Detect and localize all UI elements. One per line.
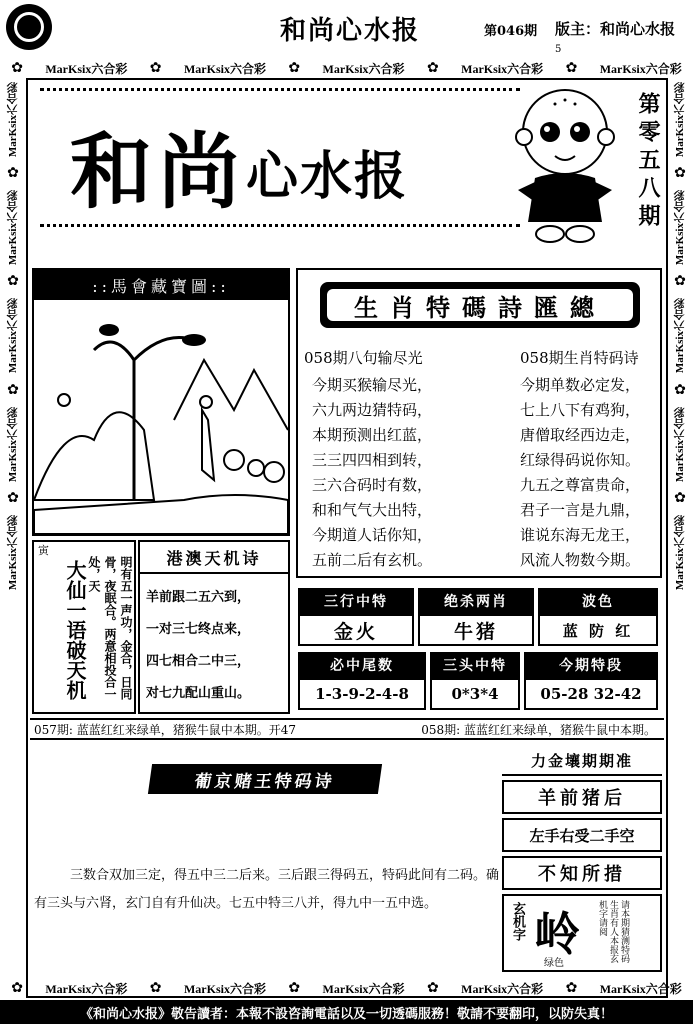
poem-title: 058期八句输尽光 [304, 349, 423, 367]
flower-icon: ✿ [674, 274, 686, 290]
flower-icon: ✿ [7, 490, 19, 506]
poem-line: 风流人物数今期。 [520, 551, 641, 569]
mini-poem-big: 大仙一语破天机 [63, 560, 87, 700]
picture-panel [32, 268, 290, 536]
flower-icon: ✿ [7, 382, 19, 398]
header-title: 和尚心水报 [280, 16, 421, 46]
stat-header: 必中尾数 [298, 652, 426, 678]
stats-grid [298, 588, 660, 710]
stat-value: 05-28 32-42 [524, 678, 658, 710]
flower-icon: ✿ [674, 382, 686, 398]
macau-poem-line: 对七九配山重山。 [146, 686, 251, 701]
ribbon-item: MarKsix六合彩 [674, 406, 686, 482]
xuanji-box [502, 894, 662, 972]
flower-icon: ✿ [11, 60, 23, 76]
ribbon-item: MarKsix六合彩 [322, 981, 405, 996]
macau-poem-title: 港澳天机诗 [140, 542, 288, 574]
ribbon-item: MarKsix六合彩 [7, 406, 19, 482]
stat-header: 三行中特 [298, 588, 414, 614]
poem-line: 三三四四相到转， [312, 451, 433, 469]
poem-right [520, 346, 690, 573]
tip-text: 三数合双加三定，得五中三二后来。三后跟三得码五，特码此间有二码。确有三头与六肾，玄门自有升仙决。七五中特三八并，得九中一五中选。 [34, 868, 500, 911]
flower-icon: ✿ [288, 60, 301, 76]
xuanji-char: 岭 [534, 907, 580, 961]
poem-line: 九五之尊富贵命， [520, 476, 641, 494]
masthead [30, 82, 664, 260]
right-block-3: 不知所措 [502, 856, 662, 890]
flower-icon: ✿ [7, 166, 19, 182]
flower-icon: ✿ [426, 980, 439, 996]
stat-value: 0*3*4 [430, 678, 520, 710]
ribbon-item: MarKsix六合彩 [45, 61, 128, 76]
ribbon-item: MarKsix六合彩 [674, 82, 686, 158]
ribbon-item: MarKsix六合彩 [183, 981, 266, 996]
xuanji-note: 请本期猜测特码生肖有人本报玄机字请阅 [597, 900, 629, 963]
right-block-top: 力金壤期期准 [502, 746, 662, 776]
results-line [30, 718, 664, 740]
stat-header: 三头中特 [430, 652, 520, 678]
ribbon-item: MarKsix六合彩 [599, 981, 682, 996]
macau-poem-line: 羊前跟二五六到， [146, 590, 251, 605]
poem-panel [296, 268, 662, 578]
ribbon-left [2, 82, 24, 997]
flower-icon: ✿ [7, 274, 19, 290]
poem-line: 本期预测出红蓝， [312, 426, 433, 444]
flower-icon: ✿ [565, 60, 578, 76]
flower-icon: ✿ [288, 980, 301, 996]
stat-value: 牛猪 [418, 614, 534, 646]
ribbon-item: MarKsix六合彩 [674, 298, 686, 374]
ribbon-item: MarKsix六合彩 [7, 514, 19, 590]
flower-icon: ✿ [674, 166, 686, 182]
vine-divider [40, 88, 520, 100]
top-header [0, 0, 693, 56]
ribbon-item: MarKsix六合彩 [322, 61, 405, 76]
macau-poem-panel [138, 540, 290, 714]
ribbon-item: MarKsix六合彩 [461, 981, 544, 996]
logo-icon [6, 4, 52, 50]
poem-line: 唐僧取经西边走， [520, 426, 641, 444]
ribbon-item: MarKsix六合彩 [7, 298, 19, 374]
flower-icon: ✿ [674, 490, 686, 506]
landscape-illustration [34, 300, 288, 534]
flower-icon: ✿ [149, 980, 162, 996]
ribbon-item: MarKsix六合彩 [183, 61, 266, 76]
result-prev: 057期: 蓝蓝红红来绿单，猪猴牛鼠中本期。开47 [34, 722, 297, 737]
xuanji-sub: 绿色 [544, 958, 564, 969]
masthead-title: 和尚心水报 [70, 124, 409, 220]
ribbon-top [0, 56, 693, 80]
mini-poem-tag: 寅 [38, 544, 49, 557]
picture-title: ::馬會藏寶圖:: [34, 270, 288, 300]
ribbon-item: MarKsix六合彩 [461, 61, 544, 76]
issue-vertical: 第零五八期 [635, 92, 661, 232]
stat-header: 今期特段 [524, 652, 658, 678]
stat-value: 蓝 防 红 [538, 614, 658, 646]
poem-line: 六九两边猜特码， [312, 401, 433, 419]
flower-icon: ✿ [11, 980, 23, 996]
flower-icon: ✿ [426, 60, 439, 76]
right-block-1: 羊前猪后 [502, 780, 662, 814]
poem-title: 058期生肖特码诗 [520, 349, 639, 367]
xuanji-label: 玄机字 [510, 902, 525, 941]
tip-banner: 葡京赌王特码诗 [148, 764, 382, 794]
ribbon-item: MarKsix六合彩 [599, 61, 682, 76]
stat-value: 金火 [298, 614, 414, 646]
result-current: 058期: 蓝蓝红红来绿单，猪猴牛鼠中本期。 [421, 722, 656, 737]
poem-line: 五前二后有玄机。 [312, 551, 433, 569]
poem-banner: 生肖特碼詩匯總 [320, 282, 640, 328]
poem-line: 今期道人话你知， [312, 526, 433, 544]
ribbon-item: MarKsix六合彩 [7, 82, 19, 158]
ribbon-item: MarKsix六合彩 [674, 514, 686, 590]
flower-icon: ✿ [149, 60, 162, 76]
right-block-2: 左手右受二手空 [502, 818, 662, 852]
ribbon-item: MarKsix六合彩 [7, 190, 19, 266]
header-issue: 第046期 [484, 24, 538, 39]
vine-divider [40, 224, 520, 236]
flower-icon: ✿ [565, 980, 578, 996]
stat-header: 波色 [538, 588, 658, 614]
monk-mascot-icon [510, 82, 620, 252]
ribbon-item: MarKsix六合彩 [674, 190, 686, 266]
mini-poem-panel [32, 540, 136, 714]
poem-line: 君子一言是九鼎， [520, 501, 641, 519]
poem-line: 今期买猴输尽光， [312, 376, 433, 394]
poem-line: 三六合码时有数， [312, 476, 433, 494]
header-hint: 5 [555, 44, 562, 55]
poem-line: 谁说东海无龙王， [520, 526, 641, 544]
stat-value: 1-3-9-2-4-8 [298, 678, 426, 710]
footer-notice: 《和尚心水报》敬告讀者：本報不設咨詢電話以及一切透碼服務！敬請不要翻印，以防失真！ [0, 1000, 693, 1024]
ribbon-item: MarKsix六合彩 [45, 981, 128, 996]
header-editor: 版主：和尚心水报 [555, 20, 676, 38]
macau-poem-line: 四七相合二中三， [146, 654, 251, 669]
poem-line: 红绿得码说你知。 [520, 451, 641, 469]
poem-line: 和和气气大出特， [312, 501, 433, 519]
poem-line: 七上八下有鸡狗， [520, 401, 641, 419]
mini-poem-small: 明有五一声功，金合，日同骨，夜眠合。两意相投合一处，天 [87, 556, 133, 700]
poem-left [304, 346, 474, 573]
stat-header: 绝杀两肖 [418, 588, 534, 614]
macau-poem-line: 一对三七终点来， [146, 622, 251, 637]
poem-line: 今期单数必定发， [520, 376, 641, 394]
